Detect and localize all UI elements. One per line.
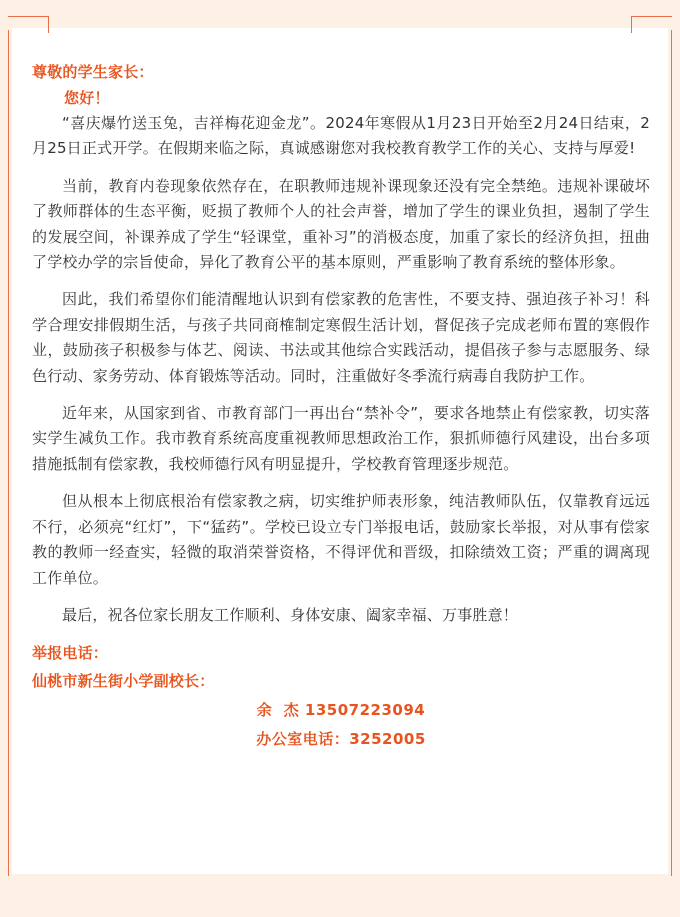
- top-left-corner-ornament: [8, 16, 49, 33]
- paragraph-current-situation: 当前，教育内卷现象依然存在，在职教师违规补课现象还没有完全禁绝。违规补课破坏了教师群体的生态平衡，贬损了教师个人的社会声誉，增加了学生的课业负担，遏制了学生的发展空间，补课养成了学生“轻课堂，重补习”的消极态度，加重了家长的经济负担，扭曲了学校办学的宗旨使命，异化了教育公平的基本原则，严重影响了教育系统的整体形象。: [32, 176, 650, 272]
- salutation: 尊敬的学生家长：: [32, 63, 154, 81]
- principal-contact: 余 杰 13507223094: [256, 701, 426, 720]
- left-border-line: [8, 30, 9, 876]
- paragraph-closing-wishes: 最后，祝各位家长朋友工作顺利、身体安康、阖家幸福、万事胜意！: [62, 605, 519, 624]
- right-border-line: [671, 30, 672, 876]
- paragraph-parent-request: 因此，我们希望你们能清醒地认识到有偿家教的危害性，不要支持、强迫孩子补习！科学合理安排假期生活，与孩子共同商榷制定寒假生活计划，督促孩子完成老师布置的寒假作业，鼓励孩子积极参与体艺、阅读、书法或其他综合实践活动，提倡孩子参与志愿服务、绿色行动、家务劳动、体育锻炼等活动。同时，注重做好冬季流行病毒自我防护工作。: [32, 290, 650, 385]
- top-right-corner-ornament: [631, 16, 672, 33]
- letter-content: [32, 59, 650, 753]
- principal-label: 仙桃市新生街小学副校长：: [32, 672, 215, 691]
- paragraph-policy: 近年来，从国家到省、市教育部门一再出台“禁补令”，要求各地禁止有偿家教，切实落实学生减负工作。我市教育系统高度重视教师思想政治工作，狠抓师德行风建设，出台多项措施抵制有偿家教，我校师德行风有明显提升，学校教育管理逐步规范。: [32, 404, 650, 473]
- paragraph-reporting: 但从根本上彻底根治有偿家教之病，切实维护师表形象，纯洁教师队伍，仅靠教育远远不行，必须亮“红灯”，下“猛药”。学校已设立专门举报电话，鼓励家长举报，对从事有偿家教的教师一经查实，轻微的取消荣誉资格，不得评优和晋级，扣除绩效工资；严重的调离现工作单位。: [32, 492, 650, 587]
- office-phone: 办公室电话：3252005: [256, 730, 426, 749]
- greeting: 您好！: [64, 89, 110, 107]
- paragraph-holiday-dates: “喜庆爆竹送玉兔，吉祥梅花迎金龙”。2024年寒假从1月23日开始至2月24日结束，2月25日正式开学。在假期来临之际，真诚感谢您对我校教育教学工作的关心、支持与厚爱!: [32, 114, 650, 158]
- report-phone-label: 举报电话：: [32, 644, 109, 663]
